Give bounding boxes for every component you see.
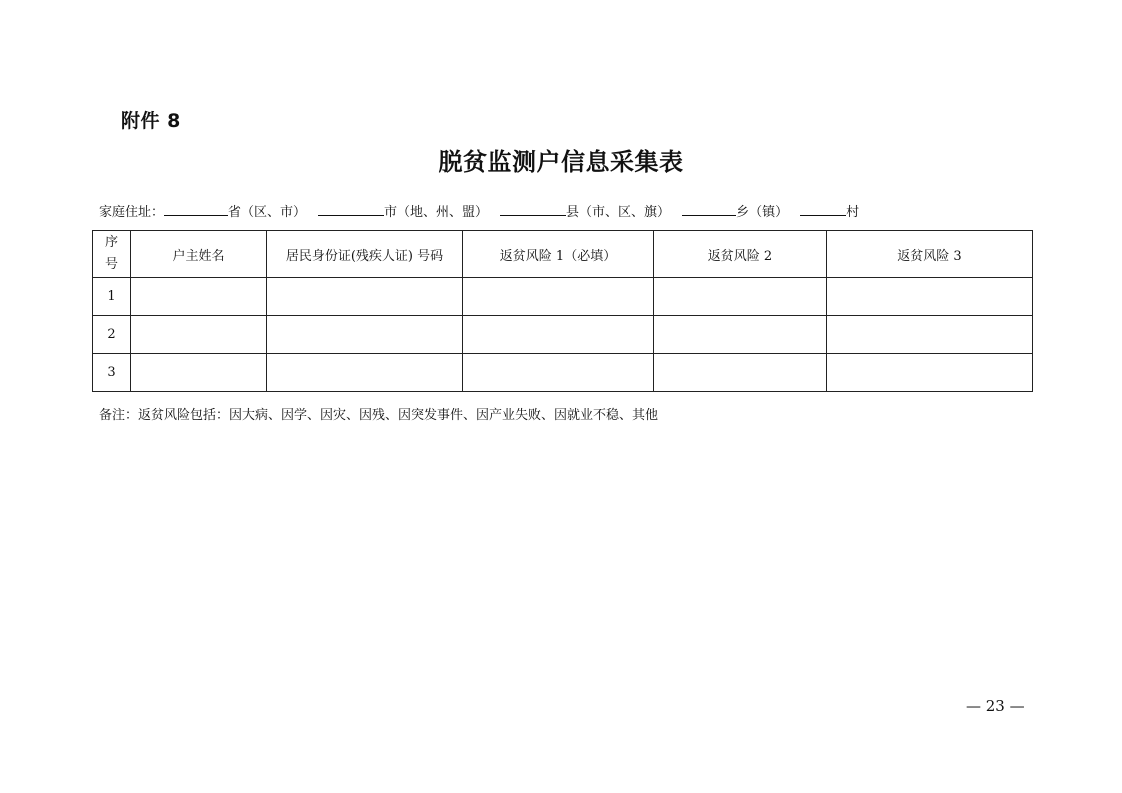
table-header-row	[93, 231, 1033, 278]
header-risk-2: 返贫风险 2	[654, 231, 827, 278]
householder-cell[interactable]	[131, 316, 267, 354]
risk-1-cell[interactable]	[463, 354, 654, 392]
id-number-cell[interactable]	[267, 316, 463, 354]
risk-2-cell[interactable]	[654, 278, 827, 316]
township-blank[interactable]	[682, 203, 736, 216]
city-label: 市（地、州、盟）	[384, 205, 489, 220]
header-seq-bottom: 号	[104, 257, 118, 272]
county-label: 县（市、区、旗）	[566, 205, 671, 220]
township-label: 乡（镇）	[736, 205, 789, 220]
risk-2-cell[interactable]	[654, 316, 827, 354]
header-householder: 户主姓名	[131, 231, 267, 278]
address-line	[99, 201, 859, 220]
form-title: 脱贫监测户信息采集表	[438, 147, 684, 176]
header-seq-top: 序	[104, 235, 118, 250]
header-id-number: 居民身份证(残疾人证) 号码	[267, 231, 463, 278]
village-blank[interactable]	[800, 203, 846, 216]
remarks-note: 备注：返贫风险包括：因大病、因学、因灾、因残、因突发事件、因产业失败、因就业不稳、其他	[99, 408, 659, 423]
city-blank[interactable]	[318, 203, 384, 216]
householder-cell[interactable]	[131, 354, 267, 392]
householder-cell[interactable]	[131, 278, 267, 316]
attachment-label: 附件 8	[121, 110, 181, 132]
risk-1-cell[interactable]	[463, 278, 654, 316]
header-risk-1: 返贫风险 1（必填）	[463, 231, 654, 278]
id-number-cell[interactable]	[267, 354, 463, 392]
household-info-table	[92, 230, 1033, 392]
id-number-cell[interactable]	[267, 278, 463, 316]
row-seq: 2	[93, 316, 131, 354]
risk-1-cell[interactable]	[463, 316, 654, 354]
risk-3-cell[interactable]	[827, 278, 1033, 316]
header-risk-3: 返贫风险 3	[827, 231, 1033, 278]
address-prefix: 家庭住址：	[99, 205, 165, 220]
risk-2-cell[interactable]	[654, 354, 827, 392]
header-seq	[93, 231, 131, 278]
page-number: — 23 —	[966, 697, 1025, 715]
row-seq: 1	[93, 278, 131, 316]
village-label: 村	[846, 205, 860, 220]
table-row	[93, 354, 1033, 392]
table-row	[93, 278, 1033, 316]
province-blank[interactable]	[164, 203, 228, 216]
row-seq: 3	[93, 354, 131, 392]
county-blank[interactable]	[500, 203, 566, 216]
province-label: 省（区、市）	[228, 205, 307, 220]
table-row	[93, 316, 1033, 354]
risk-3-cell[interactable]	[827, 354, 1033, 392]
risk-3-cell[interactable]	[827, 316, 1033, 354]
